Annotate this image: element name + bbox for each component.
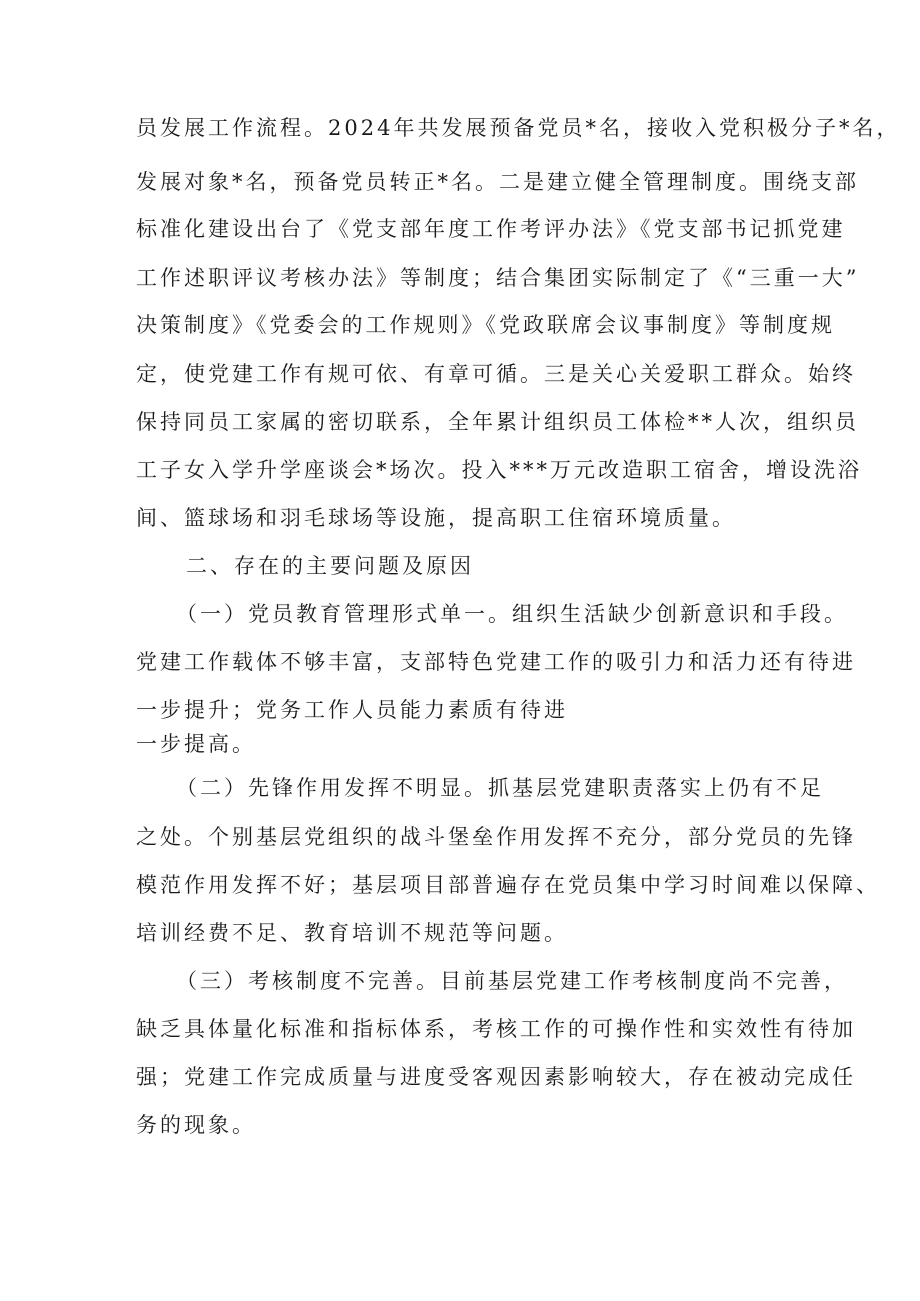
- subsection-heading-3: （三）考核制度不完善。目前基层党建工作考核制度尚不完善，: [176, 969, 848, 993]
- subsection-heading-2: （二）先锋作用发挥不明显。抓基层党建职责落实上仍有不足: [176, 776, 824, 800]
- body-text-line: 标准化建设出台了《党支部年度工作考评办法》《党支部书记抓党建: [136, 217, 846, 241]
- body-text-line: 模范作用发挥不好；基层项目部普遍存在党员集中学习时间难以保障、: [136, 873, 880, 897]
- subsection-heading-1: （一）党员教育管理形式单一。组织生活缺少创新意识和手段。: [176, 602, 848, 626]
- body-text-line: 一步提升；党务工作人员能力素质有待进: [136, 698, 568, 722]
- body-text-line: 务的现象。: [136, 1113, 256, 1137]
- body-text-line: 员发展工作流程。2024年共发展预备党员*名，接收入党积极分子*名，: [136, 116, 901, 140]
- body-text-line: 间、篮球场和羽毛球场等设施，提高职工住宿环境质量。: [136, 506, 736, 530]
- body-text-line: 强；党建工作完成质量与进度受客观因素影响较大，存在被动完成任: [136, 1065, 856, 1089]
- body-text-line: 缺乏具体量化标准和指标体系，考核工作的可操作性和实效性有待加: [136, 1017, 856, 1041]
- body-text-line: 决策制度》《党委会的工作规则》《党政联席会议事制度》等制度规: [136, 313, 835, 337]
- body-text-line: 党建工作载体不够丰富，支部特色党建工作的吸引力和活力还有待进: [136, 650, 856, 674]
- section-heading: 二、存在的主要问题及原因: [186, 554, 474, 578]
- body-text-line: 之处。个别基层党组织的战斗堡垒作用发挥不充分，部分党员的先锋: [136, 825, 856, 849]
- body-text-line: 定，使党建工作有规可依、有章可循。三是关心关爱职工群众。始终: [136, 362, 856, 386]
- body-text-line: 工作述职评议考核办法》等制度；结合集团实际制定了《“三重一大”: [136, 266, 860, 290]
- body-text-line: 工子女入学升学座谈会*场次。投入***万元改造职工宿舍，增设洗浴: [136, 458, 862, 482]
- body-text-line: 发展对象*名，预备党员转正*名。二是建立健全管理制度。围绕支部: [136, 170, 859, 194]
- body-text-line: 培训经费不足、教育培训不规范等问题。: [136, 921, 568, 945]
- body-text-line: 保持同员工家属的密切联系，全年累计组织员工体检**人次，组织员: [136, 410, 859, 434]
- body-text-line: 一步提高。: [136, 732, 256, 756]
